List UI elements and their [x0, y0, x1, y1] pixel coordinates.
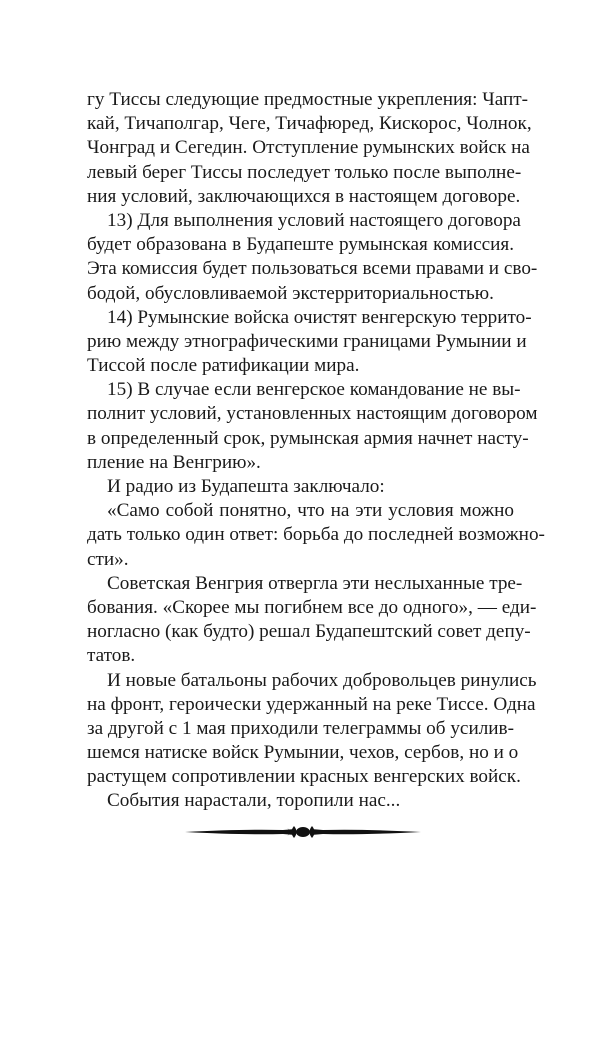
- paragraph: [87, 306, 532, 379]
- text-line: 13) Для выполнения условий настоящего договора: [107, 209, 521, 231]
- paragraph: [87, 378, 538, 475]
- ornament-divider: [183, 822, 423, 842]
- text-line: на фронт, героически удержанный на реке Тиссе. Одна: [87, 693, 536, 715]
- text-line: за другой с 1 мая приходили телеграммы об усилив-: [87, 717, 514, 739]
- paragraph: [87, 209, 538, 306]
- text-line: татов.: [87, 645, 136, 667]
- text-line: левый берег Тиссы последует только после выполне-: [87, 161, 522, 183]
- text-line: События нарастали, торопили нас...: [107, 790, 401, 812]
- paragraph: [87, 499, 545, 572]
- text-line: дать только один ответ: борьба до последней возможно-: [87, 524, 545, 546]
- text-line: ногласно (как будто) решал Будапештский совет депу-: [87, 621, 531, 643]
- paragraph: [87, 789, 514, 813]
- text-line: Эта комиссия будет пользоваться всеми правами и сво-: [87, 258, 538, 280]
- text-line: кай, Тичаполгар, Чеге, Тичафюред, Кискорос, Чолнок,: [87, 113, 532, 135]
- text-line: «Само собой понятно, что на эти условия можно: [107, 500, 514, 522]
- text-line: И новые батальоны рабочих добровольцев ринулись: [107, 669, 537, 691]
- text-line: пление на Венгрию».: [87, 451, 261, 473]
- text-line: рию между этнографическими границами Румынии и: [87, 330, 527, 352]
- text-line: бования. «Скорее мы погибнем все до одного», — еди-: [87, 596, 537, 618]
- text-line: Советская Венгрия отвергла эти неслыханные тре-: [107, 572, 523, 594]
- text-line: гу Тиссы следующие предмостные укрепления: Чапт-: [87, 89, 529, 110]
- text-line: в определенный срок, румынская армия начнет насту-: [87, 427, 529, 449]
- paragraph: [87, 88, 532, 209]
- text-line: сти».: [87, 548, 129, 570]
- text-line: 14) Румынские войска очистят венгерскую террито-: [107, 306, 532, 328]
- text-line: будет образована в Будапеште румынская комиссия.: [87, 234, 514, 256]
- text-line: растущем сопротивлении красных венгерских войск.: [87, 766, 521, 788]
- paragraph: [87, 669, 537, 790]
- text-line: шемся натиске войск Румынии, чехов, сербов, но и о: [87, 742, 519, 764]
- text-line: И радио из Будапешта заключало:: [107, 476, 385, 497]
- text-line: 15) В случае если венгерское командование не вы-: [107, 379, 521, 401]
- page-body: [87, 88, 545, 814]
- paragraph: [87, 475, 514, 499]
- text-line: ния условий, заключающихся в настоящем договоре.: [87, 185, 521, 207]
- text-line: Тиссой после ратификации мира.: [87, 355, 360, 377]
- text-line: бодой, обусловливаемой экстерриториальностью.: [87, 282, 494, 304]
- text-line: Чонград и Сегедин. Отступление румынских войск на: [87, 137, 530, 159]
- text-line: полнит условий, установленных настоящим договором: [87, 403, 538, 425]
- paragraph: [87, 572, 537, 669]
